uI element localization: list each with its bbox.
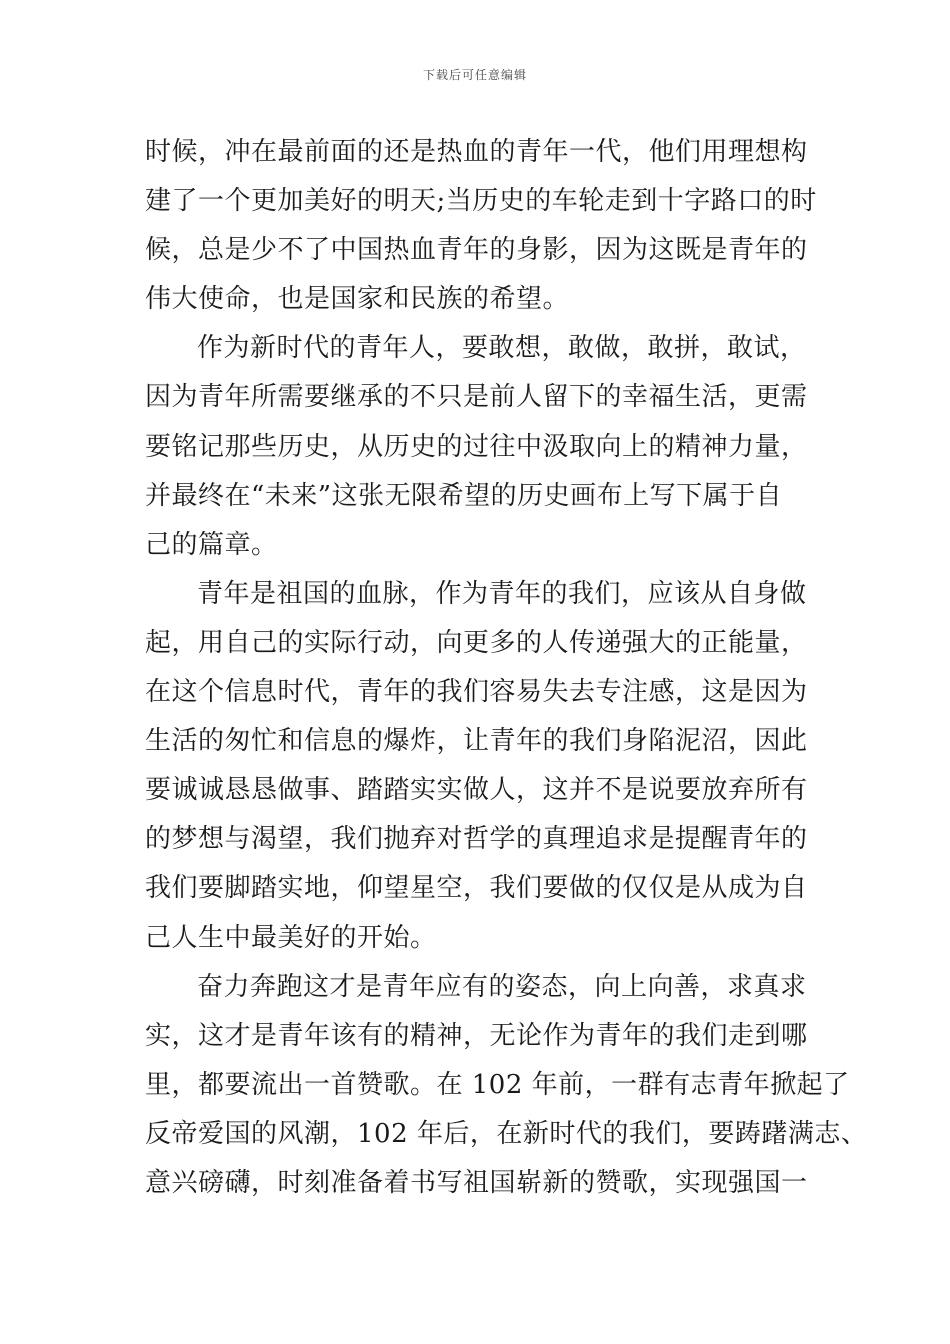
text-line: 的梦想与渴望，我们抛弃对哲学的真理追求是提醒青年的 (145, 824, 808, 855)
text-line: 要铭记那些历史，从历史的过往中汲取向上的精神力量， (145, 431, 808, 462)
text-line: 并最终在“未来”这张无限希望的历史画布上写下属于自 (145, 480, 783, 511)
text-line: 时候，冲在最前面的还是热血的青年一代，他们用理想构 (145, 137, 808, 167)
paragraph-first-line: 青年是祖国的血脉，作为青年的我们，应该从自身做 (197, 578, 807, 609)
body-text (145, 128, 868, 1208)
text-line: 里，都要流出一首赞歌。在 102 年前，一群有志青年掀起了 (145, 1069, 850, 1100)
text-line: 实，这才是青年该有的精神，无论作为青年的我们走到哪 (145, 1020, 808, 1051)
text-line: 意兴磅礴，时刻准备着书写祖国崭新的赞歌，实现强国一 (145, 1167, 808, 1198)
text-line: 生活的匆忙和信息的爆炸，让青年的我们身陷泥沼，因此 (145, 726, 808, 757)
text-line: 要诚诚恳恳做事、踏踏实实做人，这并不是说要放弃所有 (145, 775, 808, 806)
page-header: 下载后可任意编辑 (422, 68, 527, 82)
text-line: 己人生中最美好的开始。 (145, 922, 437, 953)
text-line: 起，用自己的实际行动，向更多的人传递强大的正能量， (145, 627, 808, 658)
text-line: 在这个信息时代，青年的我们容易失去专注感，这是因为 (145, 677, 808, 708)
text-line: 候，总是少不了中国热血青年的身影，因为这既是青年的 (145, 235, 808, 266)
text-line: 反帝爱国的风潮，102 年后，在新时代的我们，要踌躇满志、 (145, 1118, 868, 1149)
paragraph-first-line: 奋力奔跑这才是青年应有的姿态，向上向善，求真求 (197, 971, 807, 1002)
text-line: 建了一个更加美好的明天;当历史的车轮走到十字路口的时 (145, 186, 817, 217)
text-line: 伟大使命，也是国家和民族的希望。 (145, 284, 570, 315)
text-line: 我们要脚踏实地，仰望星空，我们要做的仅仅是从成为自 (145, 873, 808, 904)
text-line: 己的篇章。 (145, 529, 278, 560)
paragraph-first-line: 作为新时代的青年人，要敢想，敢做，敢拼，敢试， (197, 333, 807, 364)
text-line: 因为青年所需要继承的不只是前人留下的幸福生活，更需 (145, 382, 808, 413)
